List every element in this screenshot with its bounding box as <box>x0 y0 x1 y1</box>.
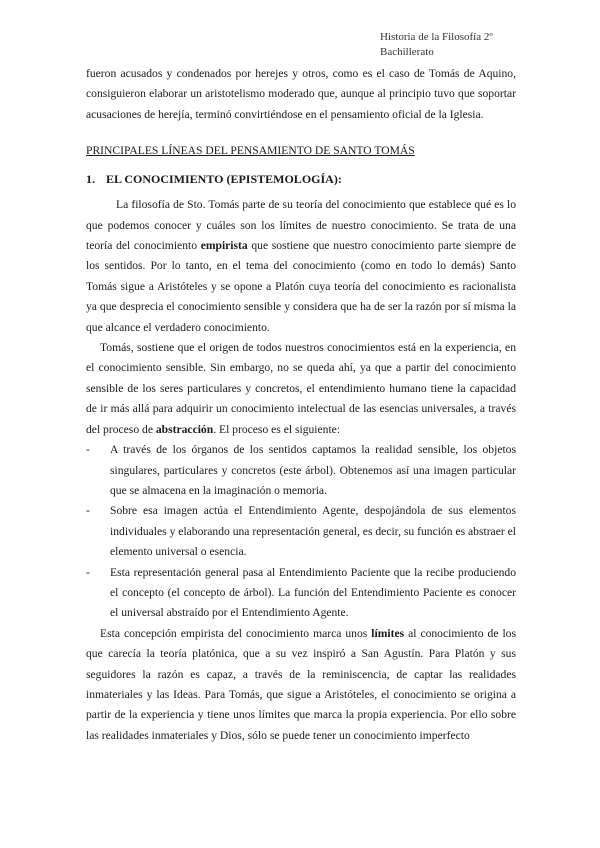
p2-text-a: Tomás, sostiene que el origen de todos nuestros conocimientos está en la experiencia, en el conocimiento sensible. Sin embargo, no se queda ahí, ya que a partir del conocimiento sensible de los seres particulares y concretos, el entendimiento humano tiene la capacidad de ir más allá para adquirir un conocimiento intelectual de las esencias universales, a través del proceso de <box>86 341 516 436</box>
list-item-text: Sobre esa imagen actúa el Entendimiento Agente, despojándola de sus elementos individuales y elaborando una representación general, es decir, su función es abstraer el elemento universal o esencia. <box>110 504 516 559</box>
p2-text-b: . El proceso es el siguiente: <box>213 422 341 436</box>
p1-text-a: La filosofía de Sto. Tomás parte de su teoría del conocimiento que establece qué es lo que podemos conocer y cuáles son los límites de nuestro conocimiento. Se trata de una teoría del conocimiento <box>86 198 516 253</box>
p3-text-b: al conocimiento de los que carecía la teoría platónica, que a su vez inspiró a San Agustín. Para Platón y sus seguidores la razón es capaz, a través de la reminiscencia, de captar las realidades inmateriales y las Ideas. Para Tomás, que sigue a Aristóteles, el conocimiento se origina a partir de la experiencia y tiene unos límites que marca la propia experiencia. Por ello sobre las realidades inmateriales y Dios, sólo se puede tener un conocimiento imperfecto <box>86 626 516 742</box>
heading-number: 1. <box>86 172 95 187</box>
intro-paragraph: fueron acusados y condenados por herejes y otros, como es el caso de Tomás de Aquino, consiguieron elaborar un aristotelismo moderado que, aunque al principio tuvo que soportar acusaciones de herejía, terminó convirtiéndose en el pensamiento oficial de la Iglesia. <box>86 67 516 121</box>
document-body <box>86 64 516 746</box>
list-item-text: A través de los órganos de los sentidos captamos la realidad sensible, los objetos singulares, particulares y concretos (este árbol). Obtenemos así una imagen particular que se almacena en la imaginación o memoria. <box>110 443 516 497</box>
section-title: PRINCIPALES LÍNEAS DEL PENSAMIENTO DE SANTO TOMÁS <box>86 144 415 158</box>
p1-bold-term: empirista <box>200 239 248 253</box>
page-header <box>380 30 580 60</box>
list-item <box>86 501 516 562</box>
list-item <box>86 440 516 501</box>
p1-text-b: que sostiene que nuestro conocimiento parte siempre de los sentidos. Por lo tanto, en el tema del conocimiento (como en todo lo demás) Santo Tomás sigue a Aristóteles y se opone a Platón cuya teoría del conocimiento es racionalista ya que desprecia el conocimiento sensible y considera que ha de ser la razón por sí misma la que alcance el verdadero conocimiento. <box>86 239 516 334</box>
paragraph-abstraccion <box>86 338 516 440</box>
paragraph-empirismo <box>86 195 516 338</box>
list-bullet: - <box>86 443 90 457</box>
list-item <box>86 563 516 624</box>
heading-conocimiento <box>86 169 516 189</box>
header-course: Bachillerato <box>380 46 434 58</box>
header-subject: Historia de la Filosofía 2º <box>380 31 493 43</box>
p2-bold-term: abstracción <box>155 422 214 436</box>
paragraph-limites <box>86 624 516 746</box>
list-bullet: - <box>86 504 90 518</box>
process-list <box>86 440 516 624</box>
list-item-text: Esta representación general pasa al Entendimiento Paciente que la recibe produciendo el concepto (el concepto de árbol). La función del Entendimiento Paciente es conocer el universal abstraído por el Entendimiento Agente. <box>110 565 516 620</box>
p3-text-a: Esta concepción empirista del conocimiento marca unos <box>100 626 372 640</box>
list-bullet: - <box>86 565 90 579</box>
heading-text: EL CONOCIMIENTO (EPISTEMOLOGÍA): <box>106 172 342 187</box>
p3-bold-term: límites <box>371 626 405 640</box>
